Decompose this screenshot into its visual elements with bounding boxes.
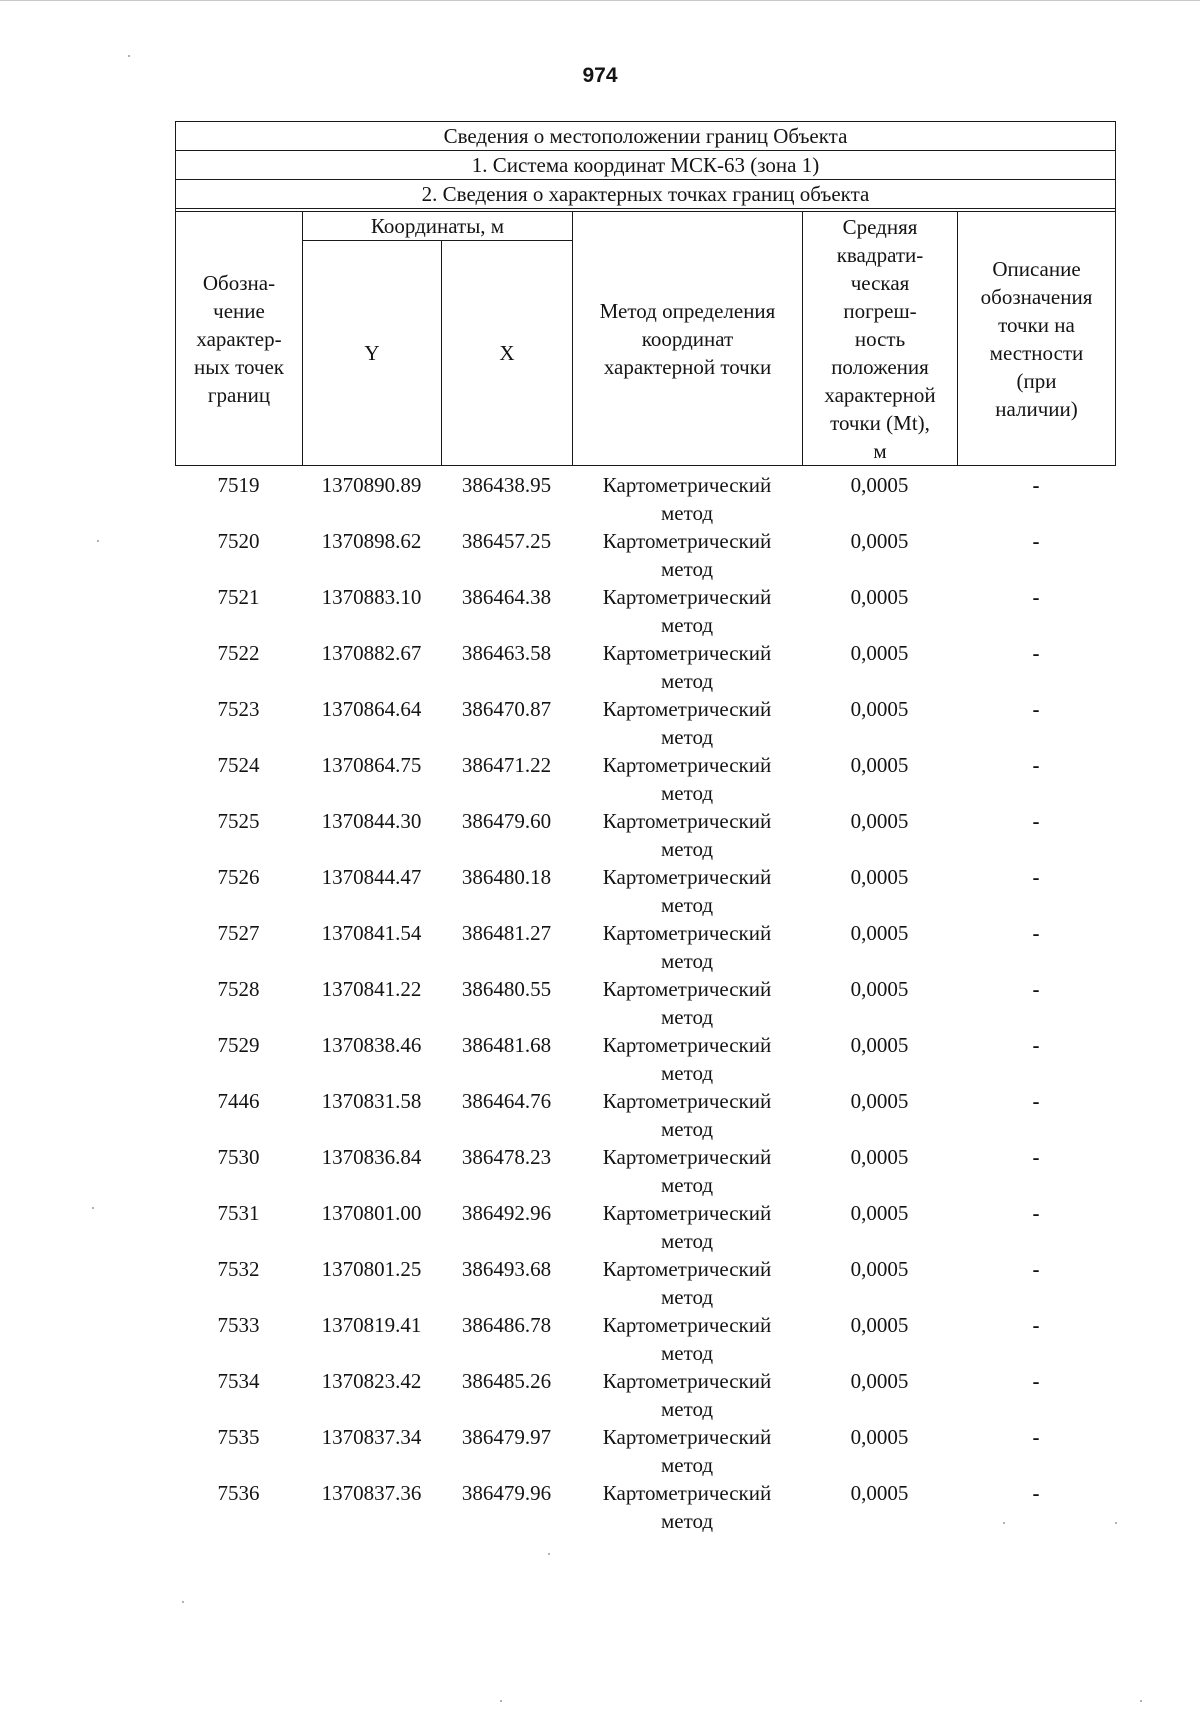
scan-speck (548, 1553, 550, 1555)
y-coordinate-cell: 1370837.36 (321, 1481, 422, 1505)
point-id-cell: 7520 (217, 529, 260, 553)
description-cell: - (1032, 753, 1040, 777)
method-line: Картометрический (602, 865, 772, 889)
method-cell (572, 1311, 802, 1367)
description-header-line: точки на (998, 312, 1075, 337)
table-row (175, 863, 1115, 919)
y-coordinate-cell: 1370819.41 (321, 1313, 422, 1337)
error-cell: 0,0005 (850, 585, 909, 609)
point-id-cell: 7526 (217, 865, 260, 889)
method-cell (572, 1255, 802, 1311)
y-coordinate-cell: 1370864.75 (321, 753, 422, 777)
description-header-line: обозначения (980, 284, 1093, 309)
method-line: метод (660, 725, 714, 749)
method-line: Картометрический (602, 697, 772, 721)
method-cell (572, 1479, 802, 1535)
table-row (175, 751, 1115, 807)
y-coordinate-cell: 1370882.67 (321, 641, 422, 665)
method-header-line: Метод определения (599, 298, 776, 323)
scan-speck (1140, 1700, 1142, 1702)
error-cell: 0,0005 (850, 529, 909, 553)
designation-line: границ (207, 382, 271, 407)
description-cell: - (1032, 809, 1040, 833)
table-row (175, 1031, 1115, 1087)
x-coordinate-cell: 386480.18 (461, 865, 552, 889)
method-line: метод (660, 1509, 714, 1533)
method-cell (572, 1087, 802, 1143)
x-coordinate-cell: 386438.95 (461, 473, 552, 497)
table-row (175, 583, 1115, 639)
method-cell (572, 863, 802, 919)
scan-speck (128, 55, 130, 57)
method-line: Картометрический (602, 641, 772, 665)
method-cell (572, 639, 802, 695)
description-cell: - (1032, 473, 1040, 497)
method-line: Картометрический (602, 809, 772, 833)
x-header: X (442, 241, 573, 466)
method-line: Картометрический (602, 1201, 772, 1225)
y-coordinate-cell: 1370844.47 (321, 865, 422, 889)
method-line: Картометрический (602, 473, 772, 497)
method-line: метод (660, 1173, 714, 1197)
coordinates-header: Координаты, м (303, 212, 573, 241)
x-coordinate-cell: 386493.68 (461, 1257, 552, 1281)
scan-speck (182, 1601, 184, 1603)
y-coordinate-cell: 1370890.89 (321, 473, 422, 497)
description-header-line: Описание (992, 256, 1081, 281)
coordinate-system: 1. Система координат МСК-63 (зона 1) (176, 151, 1116, 180)
x-coordinate-cell: 386486.78 (461, 1313, 552, 1337)
x-coordinate-cell: 386470.87 (461, 697, 552, 721)
method-cell (572, 807, 802, 863)
method-line: метод (660, 1005, 714, 1029)
point-id-cell: 7532 (217, 1257, 260, 1281)
boundary-table-header (175, 121, 1116, 466)
description-cell: - (1032, 1089, 1040, 1113)
x-coordinate-cell: 386463.58 (461, 641, 552, 665)
boundary-points-rows (175, 471, 1115, 1535)
error-cell: 0,0005 (850, 977, 909, 1001)
description-cell: - (1032, 1201, 1040, 1225)
error-header-line: ность (854, 326, 906, 351)
method-cell (572, 751, 802, 807)
description-cell: - (1032, 585, 1040, 609)
method-cell (572, 1367, 802, 1423)
table-row (175, 695, 1115, 751)
method-line: метод (660, 893, 714, 917)
table-row (175, 639, 1115, 695)
error-cell: 0,0005 (850, 921, 909, 945)
scan-speck (97, 540, 99, 542)
table-row (175, 919, 1115, 975)
y-coordinate-cell: 1370841.54 (321, 921, 422, 945)
method-line: Картометрический (602, 753, 772, 777)
error-header (803, 212, 958, 466)
method-cell (572, 695, 802, 751)
method-header-line: характерной точки (603, 354, 772, 379)
method-line: Картометрический (602, 1313, 772, 1337)
description-cell: - (1032, 977, 1040, 1001)
point-id-cell: 7529 (217, 1033, 260, 1057)
description-cell: - (1032, 921, 1040, 945)
method-line: Картометрический (602, 1257, 772, 1281)
error-cell: 0,0005 (850, 473, 909, 497)
point-id-cell: 7525 (217, 809, 260, 833)
table-row (175, 1311, 1115, 1367)
error-cell: 0,0005 (850, 753, 909, 777)
y-coordinate-cell: 1370841.22 (321, 977, 422, 1001)
designation-line: чение (213, 298, 265, 323)
error-cell: 0,0005 (850, 1313, 909, 1337)
description-cell: - (1032, 1481, 1040, 1505)
method-line: метод (660, 669, 714, 693)
table-row (175, 471, 1115, 527)
method-cell (572, 527, 802, 583)
x-coordinate-cell: 386479.97 (461, 1425, 552, 1449)
table-row (175, 1143, 1115, 1199)
table-row (175, 807, 1115, 863)
designation-line: ных точек (193, 354, 285, 379)
point-id-cell: 7523 (217, 697, 260, 721)
description-cell: - (1032, 1257, 1040, 1281)
point-id-cell: 7531 (217, 1201, 260, 1225)
description-header (958, 212, 1116, 466)
method-cell (572, 1031, 802, 1087)
error-header-line: Средняя (842, 214, 918, 239)
table-row (175, 1087, 1115, 1143)
error-cell: 0,0005 (850, 641, 909, 665)
description-cell: - (1032, 641, 1040, 665)
error-header-line: точки (Mt), (830, 410, 930, 435)
scan-speck (1115, 1522, 1117, 1524)
x-coordinate-cell: 386479.96 (461, 1481, 552, 1505)
error-cell: 0,0005 (850, 1481, 909, 1505)
error-header-line: м (873, 438, 887, 463)
y-header: Y (303, 241, 442, 466)
description-cell: - (1032, 529, 1040, 553)
method-line: метод (660, 1341, 714, 1365)
x-coordinate-cell: 386479.60 (461, 809, 552, 833)
error-cell: 0,0005 (850, 809, 909, 833)
method-line: метод (660, 557, 714, 581)
description-cell: - (1032, 697, 1040, 721)
error-header-line: ческая (850, 270, 910, 295)
description-header-line: (при (1016, 368, 1057, 393)
table-row (175, 1367, 1115, 1423)
method-line: метод (660, 613, 714, 637)
point-id-cell: 7534 (217, 1369, 260, 1393)
method-cell (572, 1199, 802, 1255)
error-cell: 0,0005 (850, 1089, 909, 1113)
table-row (175, 527, 1115, 583)
error-cell: 0,0005 (850, 1033, 909, 1057)
method-line: метод (660, 1453, 714, 1477)
x-coordinate-cell: 386480.55 (461, 977, 552, 1001)
table-title: Сведения о местоположении границ Объекта (176, 122, 1116, 151)
y-coordinate-cell: 1370823.42 (321, 1369, 422, 1393)
boundary-points-table (175, 471, 1115, 1535)
x-coordinate-cell: 386485.26 (461, 1369, 552, 1393)
error-header-line: погреш- (843, 298, 917, 323)
point-id-cell: 7519 (217, 473, 260, 497)
point-id-cell: 7521 (217, 585, 260, 609)
x-coordinate-cell: 386464.76 (461, 1089, 552, 1113)
method-line: Картометрический (602, 529, 772, 553)
error-cell: 0,0005 (850, 1145, 909, 1169)
designation-line: характер- (196, 326, 282, 351)
method-line: Картометрический (602, 585, 772, 609)
x-coordinate-cell: 386464.38 (461, 585, 552, 609)
method-line: метод (660, 1397, 714, 1421)
y-coordinate-cell: 1370864.64 (321, 697, 422, 721)
y-coordinate-cell: 1370836.84 (321, 1145, 422, 1169)
method-line: метод (660, 837, 714, 861)
error-header-line: квадрати- (836, 242, 924, 267)
scan-speck (92, 1207, 94, 1209)
method-line: метод (660, 1229, 714, 1253)
point-id-cell: 7522 (217, 641, 260, 665)
description-cell: - (1032, 1369, 1040, 1393)
method-header (573, 212, 803, 466)
method-line: метод (660, 1061, 714, 1085)
method-line: метод (660, 949, 714, 973)
x-coordinate-cell: 386481.68 (461, 1033, 552, 1057)
method-line: Картометрический (602, 977, 772, 1001)
table-row (175, 1199, 1115, 1255)
error-header-line: положения (831, 354, 929, 379)
error-cell: 0,0005 (850, 697, 909, 721)
point-id-cell: 7533 (217, 1313, 260, 1337)
table-row (175, 1423, 1115, 1479)
point-id-cell: 7446 (217, 1089, 260, 1113)
y-coordinate-cell: 1370831.58 (321, 1089, 422, 1113)
x-coordinate-cell: 386457.25 (461, 529, 552, 553)
description-header-line: местности (989, 340, 1084, 365)
description-cell: - (1032, 865, 1040, 889)
method-line: Картометрический (602, 1089, 772, 1113)
description-header-line: наличии) (995, 396, 1078, 421)
method-cell (572, 975, 802, 1031)
y-coordinate-cell: 1370883.10 (321, 585, 422, 609)
method-cell (572, 471, 802, 527)
x-coordinate-cell: 386478.23 (461, 1145, 552, 1169)
description-cell: - (1032, 1425, 1040, 1449)
point-id-cell: 7524 (217, 753, 260, 777)
error-cell: 0,0005 (850, 1369, 909, 1393)
method-cell (572, 583, 802, 639)
error-cell: 0,0005 (850, 1257, 909, 1281)
method-line: Картометрический (602, 1425, 772, 1449)
method-cell (572, 1143, 802, 1199)
x-coordinate-cell: 386492.96 (461, 1201, 552, 1225)
x-coordinate-cell: 386471.22 (461, 753, 552, 777)
scan-edge-line (0, 0, 1200, 1)
description-cell: - (1032, 1033, 1040, 1057)
y-coordinate-cell: 1370801.00 (321, 1201, 422, 1225)
method-cell (572, 919, 802, 975)
table-row (175, 1479, 1115, 1535)
scan-speck (1003, 1522, 1005, 1524)
method-line: метод (660, 501, 714, 525)
y-coordinate-cell: 1370801.25 (321, 1257, 422, 1281)
designation-header (176, 212, 303, 466)
method-line: метод (660, 781, 714, 805)
table-row (175, 1255, 1115, 1311)
section-title: 2. Сведения о характерных точках границ объекта (176, 180, 1116, 209)
table-row (175, 975, 1115, 1031)
point-id-cell: 7536 (217, 1481, 260, 1505)
y-coordinate-cell: 1370837.34 (321, 1425, 422, 1449)
method-line: Картометрический (602, 1033, 772, 1057)
error-cell: 0,0005 (850, 865, 909, 889)
point-id-cell: 7527 (217, 921, 260, 945)
error-cell: 0,0005 (850, 1425, 909, 1449)
point-id-cell: 7528 (217, 977, 260, 1001)
page-number: 974 (582, 64, 618, 87)
method-line: Картометрический (602, 1145, 772, 1169)
method-line: Картометрический (602, 921, 772, 945)
method-line: метод (660, 1285, 714, 1309)
method-line: Картометрический (602, 1481, 772, 1505)
point-id-cell: 7535 (217, 1425, 260, 1449)
method-line: Картометрический (602, 1369, 772, 1393)
description-cell: - (1032, 1313, 1040, 1337)
description-cell: - (1032, 1145, 1040, 1169)
y-coordinate-cell: 1370844.30 (321, 809, 422, 833)
scan-speck (500, 1700, 502, 1702)
method-line: метод (660, 1117, 714, 1141)
method-header-line: координат (641, 326, 734, 351)
y-coordinate-cell: 1370838.46 (321, 1033, 422, 1057)
designation-line: Обозна- (202, 270, 276, 295)
method-cell (572, 1423, 802, 1479)
error-header-line: характерной (824, 382, 936, 407)
point-id-cell: 7530 (217, 1145, 260, 1169)
error-cell: 0,0005 (850, 1201, 909, 1225)
x-coordinate-cell: 386481.27 (461, 921, 552, 945)
y-coordinate-cell: 1370898.62 (321, 529, 422, 553)
